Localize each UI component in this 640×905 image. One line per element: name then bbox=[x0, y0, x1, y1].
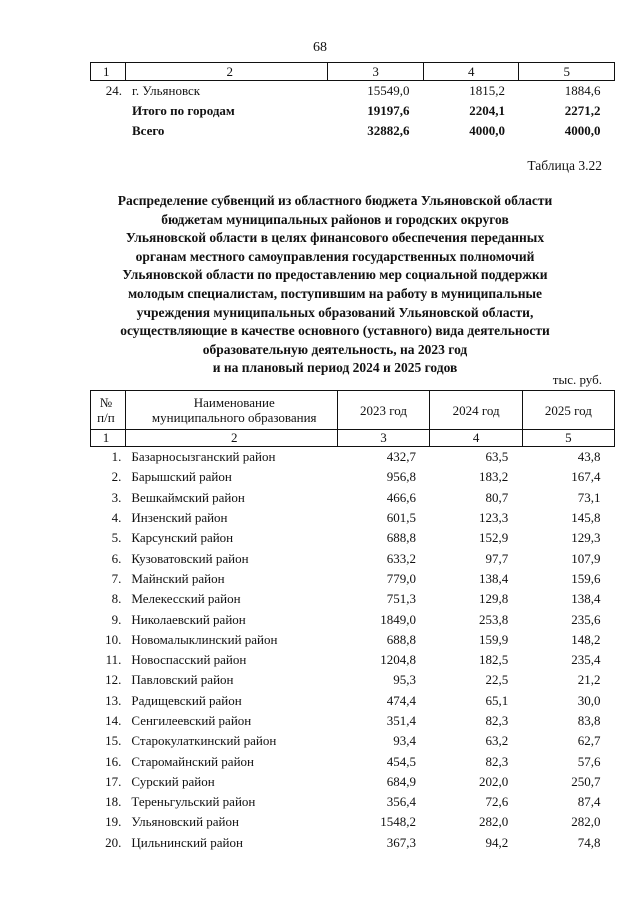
value-2025: 87,4 bbox=[577, 794, 601, 810]
row-number: 19. bbox=[105, 814, 122, 830]
row-number: 18. bbox=[105, 794, 122, 810]
header-no-line2: п/п bbox=[97, 410, 115, 425]
table-row bbox=[91, 630, 615, 650]
value-2024: 282,0 bbox=[478, 814, 509, 830]
value-2023: 684,9 bbox=[386, 773, 416, 789]
municipality-name: Новомалыклинский район bbox=[131, 631, 278, 647]
value-2025: 250,7 bbox=[571, 773, 601, 789]
municipality-name: Инзенский район bbox=[131, 510, 228, 526]
municipality-name: Итого по городам bbox=[131, 103, 235, 118]
caption-line: и на плановый период 2024 и 2025 годов bbox=[212, 360, 458, 376]
value-2023: 1849,0 bbox=[380, 611, 416, 627]
value-2023: 688,8 bbox=[386, 530, 416, 546]
header-cell: 5 bbox=[519, 63, 615, 81]
value-2024: 183,2 bbox=[478, 469, 509, 485]
municipality-name: Барышский район bbox=[131, 469, 232, 485]
value-2024: 94,2 bbox=[485, 834, 509, 850]
value-2023: 19197,6 bbox=[367, 103, 410, 118]
municipality-name: Майнский район bbox=[131, 570, 225, 586]
municipality-name: Цильнинский район bbox=[131, 834, 243, 850]
continuation-header-row bbox=[91, 63, 615, 81]
row-number: 4. bbox=[111, 510, 122, 526]
header-cell: 3 bbox=[328, 63, 424, 81]
caption-line: Распределение субвенций из областного бюджета Ульяновской области bbox=[117, 193, 553, 208]
header-2023: 2023 год bbox=[337, 391, 430, 430]
row-number bbox=[91, 121, 126, 141]
header-cell: 2 bbox=[126, 63, 328, 81]
total-row bbox=[91, 101, 615, 121]
value-2023: 1204,8 bbox=[380, 652, 416, 668]
value-2025: 21,2 bbox=[577, 672, 601, 688]
column-index-row bbox=[91, 430, 615, 447]
table-row bbox=[91, 833, 615, 853]
table-row bbox=[91, 488, 615, 508]
header-2025: 2025 год bbox=[522, 391, 614, 430]
table-row bbox=[91, 812, 615, 832]
row-number: 2. bbox=[111, 469, 122, 485]
table-row bbox=[91, 589, 615, 609]
main-header-row bbox=[91, 391, 615, 430]
value-2025: 138,4 bbox=[571, 591, 601, 607]
table-row bbox=[91, 81, 615, 102]
value-2024: 182,5 bbox=[478, 652, 509, 668]
value-2024: 253,8 bbox=[478, 611, 509, 627]
value-2023: 779,0 bbox=[386, 570, 416, 586]
table-row bbox=[91, 609, 615, 629]
value-2024: 22,5 bbox=[485, 672, 509, 688]
value-2024: 129,8 bbox=[478, 591, 509, 607]
municipality-name: Вешкаймский район bbox=[131, 489, 245, 505]
value-2023: 15549,0 bbox=[367, 83, 410, 98]
row-number: 3. bbox=[111, 489, 122, 505]
table-row bbox=[91, 508, 615, 528]
subvention-table bbox=[90, 390, 615, 853]
header-cell: 1 bbox=[91, 63, 126, 81]
total-row bbox=[91, 121, 615, 141]
value-2024: 63,5 bbox=[485, 449, 509, 465]
header-cell: 4 bbox=[424, 63, 519, 81]
value-2023: 633,2 bbox=[386, 550, 416, 566]
value-2023: 474,4 bbox=[386, 692, 416, 708]
value-2025: 107,9 bbox=[571, 550, 601, 566]
table-row bbox=[91, 670, 615, 690]
value-2023: 356,4 bbox=[386, 794, 416, 810]
caption-line: осуществляющие в качестве основного (уставного) вида деятельности bbox=[120, 323, 550, 339]
row-number: 7. bbox=[111, 570, 122, 586]
value-2023: 32882,6 bbox=[367, 123, 410, 138]
index-cell: 2 bbox=[125, 430, 337, 447]
value-2023: 454,5 bbox=[386, 753, 416, 769]
municipality-name: Базарносызганский район bbox=[131, 449, 276, 465]
value-2023: 95,3 bbox=[393, 672, 416, 688]
table-row bbox=[91, 528, 615, 548]
municipality-name: Кузоватовский район bbox=[131, 550, 249, 566]
table-row bbox=[91, 650, 615, 670]
row-number: 15. bbox=[105, 733, 122, 749]
row-number: 10. bbox=[105, 631, 122, 647]
value-2025: 30,0 bbox=[577, 692, 601, 708]
table-row bbox=[91, 548, 615, 568]
row-number: 16. bbox=[105, 753, 122, 769]
row-number: 17. bbox=[105, 773, 122, 789]
header-no bbox=[91, 391, 126, 430]
header-2024: 2024 год bbox=[430, 391, 522, 430]
index-cell: 1 bbox=[91, 430, 126, 447]
value-2023: 466,6 bbox=[386, 489, 416, 505]
table-row bbox=[91, 731, 615, 751]
municipality-name: Мелекесский район bbox=[131, 591, 241, 607]
header-no-line1: № bbox=[99, 395, 113, 410]
index-cell: 4 bbox=[430, 430, 522, 447]
municipality-name: г. Ульяновск bbox=[131, 83, 201, 98]
value-2025: 83,8 bbox=[577, 713, 601, 728]
value-2025: 74,8 bbox=[577, 834, 601, 850]
value-2024: 202,0 bbox=[478, 773, 509, 789]
table-row bbox=[91, 569, 615, 589]
caption-line: образовательную деятельность, на 2023 год bbox=[202, 341, 468, 357]
continuation-table bbox=[90, 62, 615, 141]
page-number: 68 bbox=[313, 40, 327, 55]
value-2025: 159,6 bbox=[571, 570, 601, 586]
value-2024: 159,9 bbox=[478, 631, 509, 647]
row-number: 12. bbox=[105, 672, 122, 688]
row-number bbox=[91, 101, 126, 121]
municipality-name: Старомайнский район bbox=[131, 753, 254, 769]
table-row bbox=[91, 792, 615, 812]
value-2023: 751,3 bbox=[386, 591, 416, 607]
table-caption bbox=[70, 192, 600, 378]
municipality-name: Новоспасский район bbox=[131, 652, 247, 668]
row-number: 14. bbox=[105, 713, 122, 728]
row-number: 24. bbox=[105, 83, 122, 98]
row-number: 6. bbox=[111, 550, 122, 566]
value-2024: 82,3 bbox=[485, 753, 509, 769]
value-2023: 93,4 bbox=[393, 733, 416, 749]
table-row bbox=[91, 772, 615, 792]
value-2023: 601,5 bbox=[386, 510, 416, 526]
value-2024: 82,3 bbox=[485, 713, 509, 728]
municipality-name: Тереньгульский район bbox=[131, 794, 256, 810]
table-label: Таблица 3.22 bbox=[527, 158, 602, 173]
municipality-name: Сенгилеевский район bbox=[131, 713, 252, 728]
municipality-name: Ульяновский район bbox=[131, 814, 239, 830]
municipality-name: Карсунский район bbox=[131, 530, 234, 546]
caption-line: учреждения муниципальных образований Ульяновской области, bbox=[136, 304, 534, 320]
caption-line: органам местного самоуправления государственных полномочий bbox=[135, 248, 535, 264]
caption-line: молодым специалистам, поступившим на работу в муниципальные bbox=[127, 285, 543, 301]
municipality-name: Старокулаткинский район bbox=[131, 733, 277, 749]
caption-line: Ульяновской области по предоставлению мер социальной поддержки bbox=[122, 267, 548, 283]
value-2025: 235,4 bbox=[571, 652, 601, 668]
value-2023: 367,3 bbox=[386, 834, 416, 850]
units-label: тыс. руб. bbox=[552, 372, 602, 387]
value-2025: 145,8 bbox=[571, 510, 601, 526]
table-row bbox=[91, 467, 615, 487]
value-2024: 65,1 bbox=[485, 692, 509, 708]
value-2024: 152,9 bbox=[478, 530, 509, 546]
value-2024: 2204,1 bbox=[469, 103, 505, 118]
value-2024: 80,7 bbox=[485, 489, 509, 505]
municipality-name: Павловский район bbox=[131, 672, 234, 688]
caption-line: Ульяновской области в целях финансового обеспечения переданных bbox=[125, 230, 545, 246]
row-number: 20. bbox=[105, 834, 122, 850]
value-2025: 148,2 bbox=[571, 631, 601, 647]
value-2025: 129,3 bbox=[571, 530, 601, 546]
header-name bbox=[125, 391, 337, 430]
table-row bbox=[91, 751, 615, 771]
value-2023: 432,7 bbox=[386, 449, 416, 465]
header-name-line1: Наименование bbox=[193, 395, 275, 410]
value-2025: 4000,0 bbox=[564, 123, 601, 138]
value-2025: 167,4 bbox=[571, 469, 601, 485]
municipality-name: Всего bbox=[131, 123, 165, 138]
value-2023: 956,8 bbox=[386, 469, 416, 485]
value-2025: 1884,6 bbox=[564, 83, 601, 98]
value-2025: 73,1 bbox=[577, 489, 601, 505]
table-row bbox=[91, 447, 615, 468]
table-row bbox=[91, 691, 615, 711]
caption-line: бюджетам муниципальных районов и городских округов bbox=[161, 211, 509, 227]
value-2024: 1815,2 bbox=[469, 83, 505, 98]
municipality-name: Радищевский район bbox=[131, 692, 242, 708]
row-number: 13. bbox=[105, 692, 122, 708]
value-2025: 43,8 bbox=[577, 449, 601, 465]
value-2024: 123,3 bbox=[478, 510, 509, 526]
table-row bbox=[91, 711, 615, 731]
value-2023: 688,8 bbox=[386, 631, 416, 647]
value-2024: 97,7 bbox=[485, 550, 509, 566]
header-name-line2: муниципального образования bbox=[151, 410, 317, 425]
value-2024: 138,4 bbox=[478, 570, 509, 586]
value-2024: 63,2 bbox=[485, 733, 509, 749]
value-2025: 282,0 bbox=[571, 814, 601, 830]
value-2023: 351,4 bbox=[386, 713, 416, 728]
value-2025: 57,6 bbox=[577, 753, 601, 769]
value-2023: 1548,2 bbox=[380, 814, 416, 830]
row-number: 5. bbox=[111, 530, 122, 546]
value-2025: 2271,2 bbox=[564, 103, 601, 118]
value-2025: 235,6 bbox=[571, 611, 601, 627]
municipality-name: Сурский район bbox=[131, 773, 215, 789]
row-number: 8. bbox=[111, 591, 122, 607]
value-2025: 62,7 bbox=[577, 733, 601, 749]
value-2024: 4000,0 bbox=[469, 123, 505, 138]
index-cell: 3 bbox=[337, 430, 430, 447]
row-number: 11. bbox=[105, 652, 122, 668]
value-2024: 72,6 bbox=[485, 794, 509, 810]
row-number: 9. bbox=[111, 611, 122, 627]
municipality-name: Николаевский район bbox=[131, 611, 246, 627]
row-number: 1. bbox=[111, 449, 122, 465]
index-cell: 5 bbox=[522, 430, 614, 447]
